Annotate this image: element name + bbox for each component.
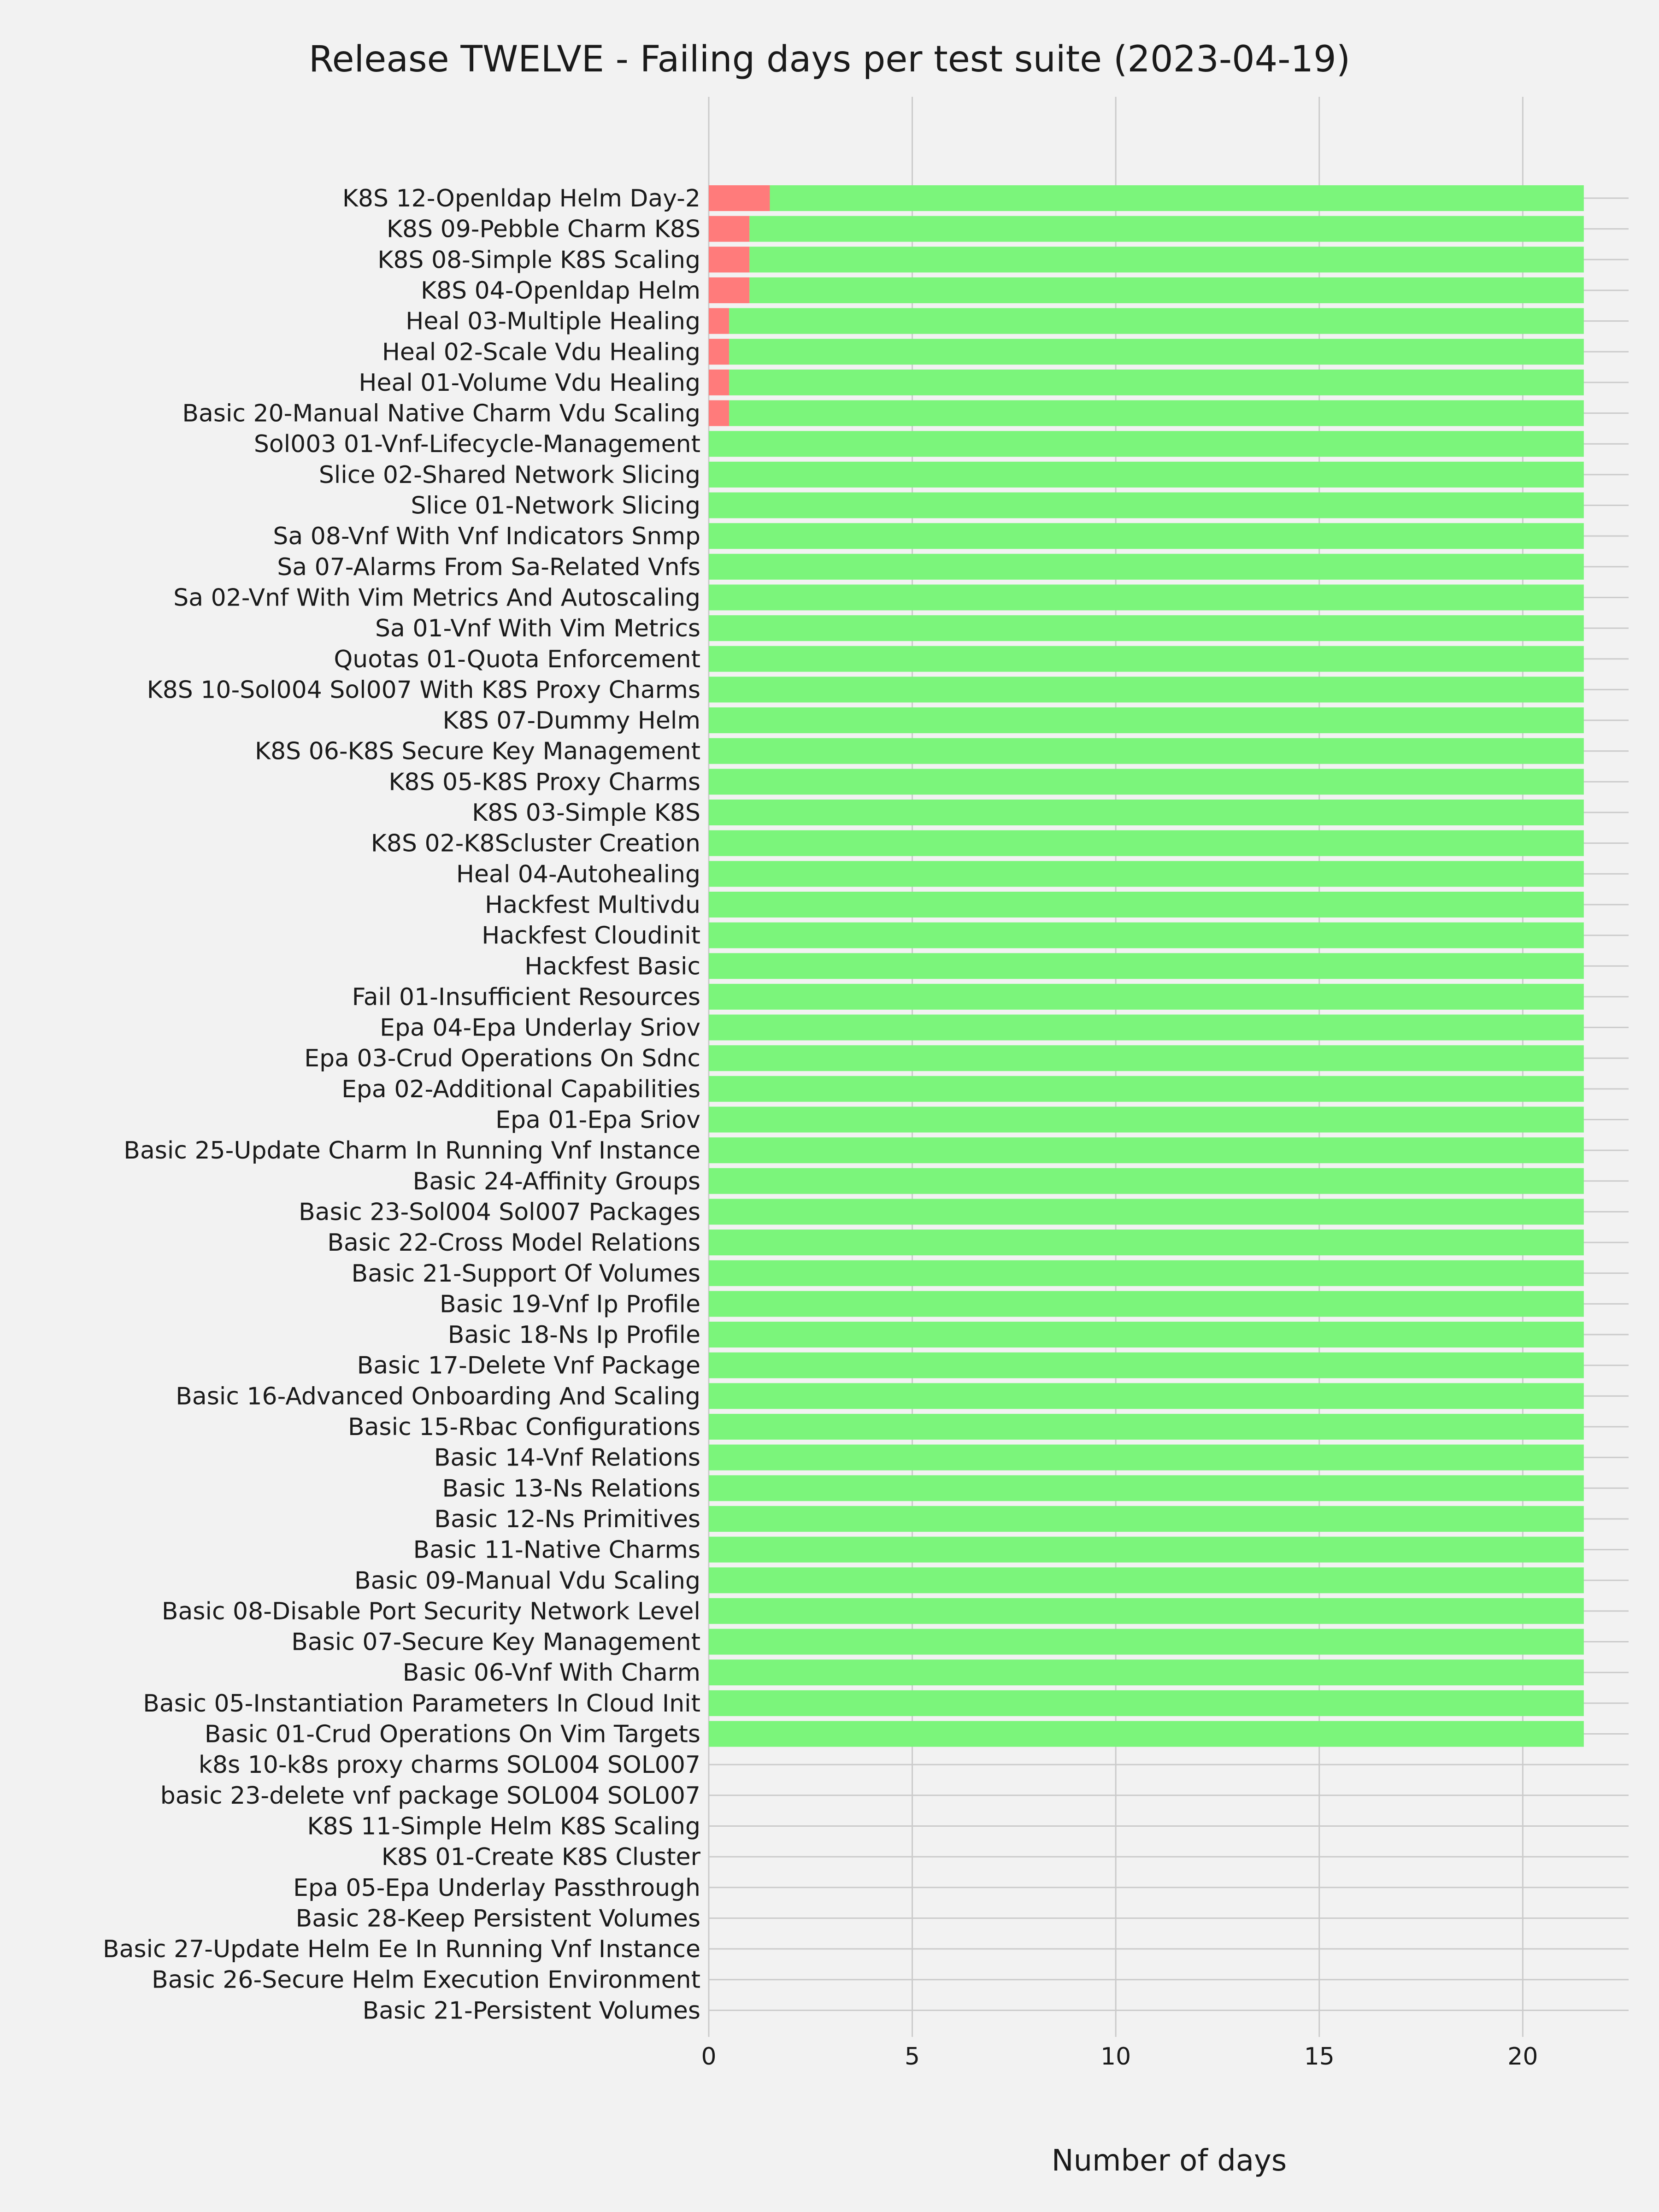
y-tick-label: Sa 07-Alarms From Sa-Related Vnfs <box>277 553 700 581</box>
bar-passing <box>749 247 1584 272</box>
bar-passing <box>709 1291 1584 1317</box>
bar-passing <box>709 584 1584 610</box>
bar-passing <box>709 1322 1584 1347</box>
x-tick-label: 15 <box>1304 2043 1335 2071</box>
bar-passing <box>709 1260 1584 1286</box>
bar-passing <box>709 800 1584 825</box>
y-tick-label: Basic 21-Support Of Volumes <box>351 1259 700 1288</box>
bar-passing <box>729 400 1584 426</box>
y-tick-label: Basic 21-Persistent Volumes <box>362 1997 700 2025</box>
bar-passing <box>709 923 1584 948</box>
y-tick-label: K8S 06-K8S Secure Key Management <box>254 737 700 765</box>
bars <box>709 185 1584 1747</box>
y-tick-label: Basic 22-Cross Model Relations <box>327 1229 700 1257</box>
chart-title: Release TWELVE - Failing days per test suite (2023-04-19) <box>308 39 1351 80</box>
y-tick-label: K8S 04-Openldap Helm <box>420 276 700 305</box>
x-tick-label: 5 <box>905 2043 920 2071</box>
bar-passing <box>709 1414 1584 1440</box>
bar-passing <box>749 277 1584 303</box>
y-tick-label: Basic 28-Keep Persistent Volumes <box>295 1905 700 1933</box>
y-tick-label: Heal 02-Scale Vdu Healing <box>382 338 700 366</box>
y-tick-label: Epa 05-Epa Underlay Passthrough <box>293 1874 700 1902</box>
bar-passing <box>709 1690 1584 1716</box>
bar-passing <box>709 646 1584 672</box>
y-tick-label: Fail 01-Insufficient Resources <box>352 983 700 1011</box>
y-tick-label: Basic 12-Ns Primitives <box>434 1505 700 1533</box>
y-tick-label: Epa 01-Epa Sriov <box>495 1106 700 1134</box>
y-tick-label: K8S 05-K8S Proxy Charms <box>388 768 700 796</box>
y-tick-label: Basic 05-Instantiation Parameters In Cloud Init <box>143 1689 700 1718</box>
bar-passing <box>709 1107 1584 1133</box>
y-tick-label: Basic 13-Ns Relations <box>442 1475 700 1503</box>
bar-passing <box>729 339 1584 365</box>
y-tick-label: Epa 03-Crud Operations On Sdnc <box>304 1045 700 1073</box>
x-tick-label: 0 <box>701 2043 717 2071</box>
y-tick-label: K8S 07-Dummy Helm <box>442 707 700 735</box>
bar-passing <box>729 370 1584 395</box>
y-tick-label: Basic 15-Rbac Configurations <box>348 1413 700 1441</box>
y-tick-label: Basic 19-Vnf Ip Profile <box>439 1290 700 1318</box>
bar-passing <box>709 1721 1584 1747</box>
x-tick-label: 20 <box>1507 2043 1538 2071</box>
y-tick-label: Basic 26-Secure Helm Execution Environment <box>152 1966 700 1994</box>
bar-passing <box>709 1168 1584 1194</box>
bar-failing <box>709 339 729 365</box>
bar-passing <box>709 554 1584 580</box>
bar-passing <box>709 984 1584 1010</box>
y-tick-label: Epa 04-Epa Underlay Sriov <box>380 1014 700 1042</box>
bar-passing <box>709 431 1584 457</box>
y-tick-label: Basic 17-Delete Vnf Package <box>357 1352 700 1380</box>
bar-passing <box>709 892 1584 918</box>
bar-passing <box>709 1015 1584 1041</box>
bar-passing <box>709 1659 1584 1685</box>
y-tick-label: Basic 27-Update Helm Ee In Running Vnf Instance <box>102 1936 700 1964</box>
y-tick-label: K8S 10-Sol004 Sol007 With K8S Proxy Charms <box>147 676 700 704</box>
bar-passing <box>709 1137 1584 1163</box>
bar-passing <box>709 707 1584 733</box>
y-tick-label: Sol003 01-Vnf-Lifecycle-Management <box>253 430 700 459</box>
bar-passing <box>709 1567 1584 1593</box>
bar-passing <box>709 1445 1584 1471</box>
bar-failing <box>709 370 729 395</box>
bar-passing <box>709 523 1584 549</box>
bar-passing <box>709 1076 1584 1102</box>
bar-failing <box>709 216 749 242</box>
y-tick-label: Basic 14-Vnf Relations <box>434 1444 700 1472</box>
y-tick-label: K8S 02-K8Scluster Creation <box>371 830 700 858</box>
bar-passing <box>709 1537 1584 1563</box>
bar-passing <box>709 462 1584 488</box>
y-tick-label: Basic 16-Advanced Onboarding And Scaling <box>176 1382 700 1411</box>
y-tick-label: Hackfest Cloudinit <box>482 922 700 950</box>
bar-passing <box>709 1045 1584 1071</box>
y-tick-label: K8S 08-Simple K8S Scaling <box>377 246 700 274</box>
bar-passing <box>709 830 1584 856</box>
bar-passing <box>709 1230 1584 1255</box>
bar-failing <box>709 400 729 426</box>
y-tick-label: Hackfest Basic <box>524 953 700 981</box>
bar-passing <box>709 738 1584 764</box>
bar-failing <box>709 185 770 211</box>
y-tick-label: Basic 25-Update Charm In Running Vnf Instance <box>124 1137 700 1165</box>
y-tick-label: Basic 01-Crud Operations On Vim Targets <box>204 1720 700 1748</box>
y-tick-label: K8S 11-Simple Helm K8S Scaling <box>307 1812 700 1841</box>
y-tick-label: Quotas 01-Quota Enforcement <box>334 645 700 673</box>
bar-failing <box>709 277 749 303</box>
y-tick-label: Sa 02-Vnf With Vim Metrics And Autoscaling <box>173 584 700 612</box>
y-tick-label: Slice 02-Shared Network Slicing <box>318 461 700 489</box>
y-tick-label: Basic 23-Sol004 Sol007 Packages <box>299 1198 700 1226</box>
y-tick-label: k8s 10-k8s proxy charms SOL004 SOL007 <box>198 1751 700 1779</box>
y-tick-label: Basic 06-Vnf With Charm <box>402 1659 700 1687</box>
bar-failing <box>709 247 749 272</box>
y-tick-label: Heal 01-Volume Vdu Healing <box>359 369 700 397</box>
y-tick-label: Basic 07-Secure Key Management <box>291 1628 700 1656</box>
y-tick-label: Basic 24-Affinity Groups <box>412 1167 700 1195</box>
y-tick-label: K8S 12-Openldap Helm Day-2 <box>342 185 700 212</box>
bar-passing <box>709 615 1584 641</box>
bar-passing <box>709 1353 1584 1378</box>
y-tick-label: Basic 20-Manual Native Charm Vdu Scaling <box>182 400 700 428</box>
bar-failing <box>709 308 729 334</box>
y-tick-label: Epa 02-Additional Capabilities <box>341 1075 700 1103</box>
y-tick-label: Hackfest Multivdu <box>485 891 700 919</box>
x-axis-label: Number of days <box>1051 2144 1287 2178</box>
bar-passing <box>770 185 1583 211</box>
y-tick-label: Basic 08-Disable Port Security Network Level <box>161 1597 700 1625</box>
bar-passing <box>709 677 1584 702</box>
bar-passing <box>709 861 1584 887</box>
y-tick-label: basic 23-delete vnf package SOL004 SOL007 <box>160 1782 700 1810</box>
y-tick-label: K8S 09-Pebble Charm K8S <box>386 215 700 243</box>
bar-passing <box>709 1506 1584 1532</box>
bar-passing <box>709 953 1584 979</box>
bar-passing <box>709 493 1584 518</box>
y-tick-label: Basic 18-Ns Ip Profile <box>447 1321 700 1349</box>
y-tick-label: K8S 03-Simple K8S <box>472 799 700 827</box>
y-tick-label: Sa 08-Vnf With Vnf Indicators Snmp <box>273 523 700 551</box>
bar-passing <box>709 1383 1584 1409</box>
y-tick-label: Slice 01-Network Slicing <box>411 492 700 520</box>
y-tick-label: Heal 04-Autohealing <box>456 860 700 888</box>
bar-passing <box>749 216 1584 242</box>
y-tick-label: Basic 11-Native Charms <box>413 1536 700 1564</box>
y-tick-label: K8S 01-Create K8S Cluster <box>381 1843 700 1871</box>
bar-passing <box>709 1629 1584 1655</box>
y-tick-label: Heal 03-Multiple Healing <box>406 307 700 335</box>
bar-passing <box>709 1598 1584 1624</box>
x-tick-label: 10 <box>1100 2043 1131 2071</box>
bar-passing <box>729 308 1584 334</box>
y-tick-label: Sa 01-Vnf With Vim Metrics <box>375 615 700 643</box>
bar-passing <box>709 769 1584 794</box>
bar-passing <box>709 1199 1584 1224</box>
y-tick-label: Basic 09-Manual Vdu Scaling <box>354 1567 700 1595</box>
bar-passing <box>709 1475 1584 1501</box>
